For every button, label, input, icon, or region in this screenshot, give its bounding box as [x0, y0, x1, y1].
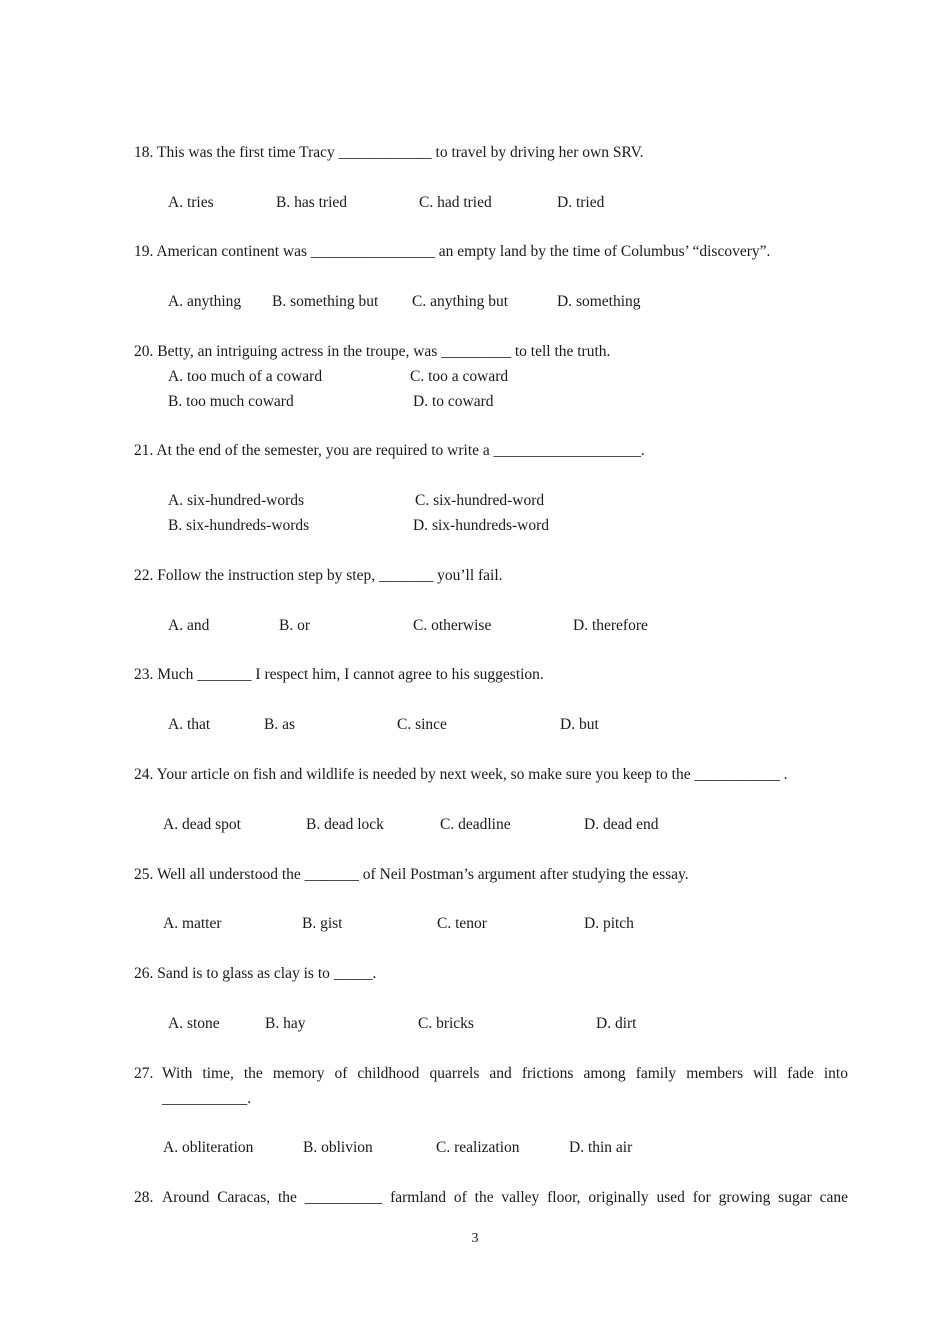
q23-option-b: B. as: [264, 716, 295, 733]
q21-option-a: A. six-hundred-words: [168, 492, 305, 509]
q19-option-d: D. something: [557, 293, 641, 310]
q20-option-b: B. too much coward: [168, 393, 294, 410]
q25-option-d: D. pitch: [584, 915, 634, 932]
page-number: 3: [471, 1231, 479, 1246]
q20-option-c: C. too a coward: [410, 368, 509, 385]
question-27-number: 27.: [134, 1065, 154, 1082]
q23-option-c: C. since: [397, 716, 447, 733]
question-23-stem: 23. Much _______ I respect him, I cannot agree to his suggestion.: [134, 666, 544, 683]
question-25-stem: 25. Well all understood the _______ of Neil Postman’s argument after studying the essay.: [134, 866, 689, 883]
q18-option-a: A. tries: [168, 194, 214, 211]
q23-option-d: D. but: [560, 716, 599, 733]
q24-option-c: C. deadline: [440, 816, 511, 833]
question-26-stem: 26. Sand is to glass as clay is to _____.: [134, 965, 377, 982]
q18-option-d: D. tried: [557, 194, 605, 211]
question-20-stem: 20. Betty, an intriguing actress in the troupe, was _________ to tell the truth.: [134, 343, 611, 360]
q20-option-a: A. too much of a coward: [168, 368, 323, 385]
q23-option-a: A. that: [168, 716, 211, 733]
q18-option-b: B. has tried: [276, 194, 348, 211]
question-19-stem: 19. American continent was ________________ an empty land by the time of Columbus’ “discovery”.: [134, 243, 771, 260]
q22-option-a: A. and: [168, 617, 210, 634]
question-27-stem-line1: With time, the memory of childhood quarrels and frictions among family members will fade into: [162, 1065, 848, 1082]
q22-option-d: D. therefore: [573, 617, 648, 634]
q24-option-d: D. dead end: [584, 816, 659, 833]
q27-option-a: A. obliteration: [163, 1139, 254, 1156]
question-22-stem: 22. Follow the instruction step by step, _______ you’ll fail.: [134, 567, 503, 584]
q21-option-b: B. six-hundreds-words: [168, 517, 310, 534]
q19-option-a: A. anything: [168, 293, 242, 310]
q19-option-c: C. anything but: [412, 293, 509, 310]
q25-option-b: B. gist: [302, 915, 343, 932]
q22-option-b: B. or: [279, 617, 310, 634]
question-18-stem: 18. This was the first time Tracy ____________ to travel by driving her own SRV.: [134, 144, 644, 161]
q24-option-b: B. dead lock: [306, 816, 384, 833]
q26-option-b: B. hay: [265, 1015, 306, 1032]
q21-option-c: C. six-hundred-word: [415, 492, 545, 509]
question-27-stem-line2: ___________.: [162, 1090, 252, 1107]
q27-option-b: B. oblivion: [303, 1139, 373, 1156]
q24-option-a: A. dead spot: [163, 816, 241, 833]
q18-option-c: C. had tried: [419, 194, 492, 211]
q27-option-d: D. thin air: [569, 1139, 633, 1156]
question-28-stem-line1: Around Caracas, the __________ farmland of the valley floor, originally used for growing sugar cane: [162, 1189, 848, 1206]
q26-option-d: D. dirt: [596, 1015, 637, 1032]
q26-option-a: A. stone: [168, 1015, 220, 1032]
q26-option-c: C. bricks: [418, 1015, 474, 1032]
question-21-stem: 21. At the end of the semester, you are required to write a ___________________.: [134, 442, 645, 459]
question-24-stem: 24. Your article on fish and wildlife is needed by next week, so make sure you keep to the ___________ .: [134, 766, 788, 783]
q25-option-a: A. matter: [163, 915, 222, 932]
q19-option-b: B. something but: [272, 293, 379, 310]
q25-option-c: C. tenor: [437, 915, 487, 932]
q20-option-d: D. to coward: [413, 393, 494, 410]
q21-option-d: D. six-hundreds-word: [413, 517, 550, 534]
question-28-number: 28.: [134, 1189, 154, 1206]
q27-option-c: C. realization: [436, 1139, 520, 1156]
q22-option-c: C. otherwise: [413, 617, 492, 634]
